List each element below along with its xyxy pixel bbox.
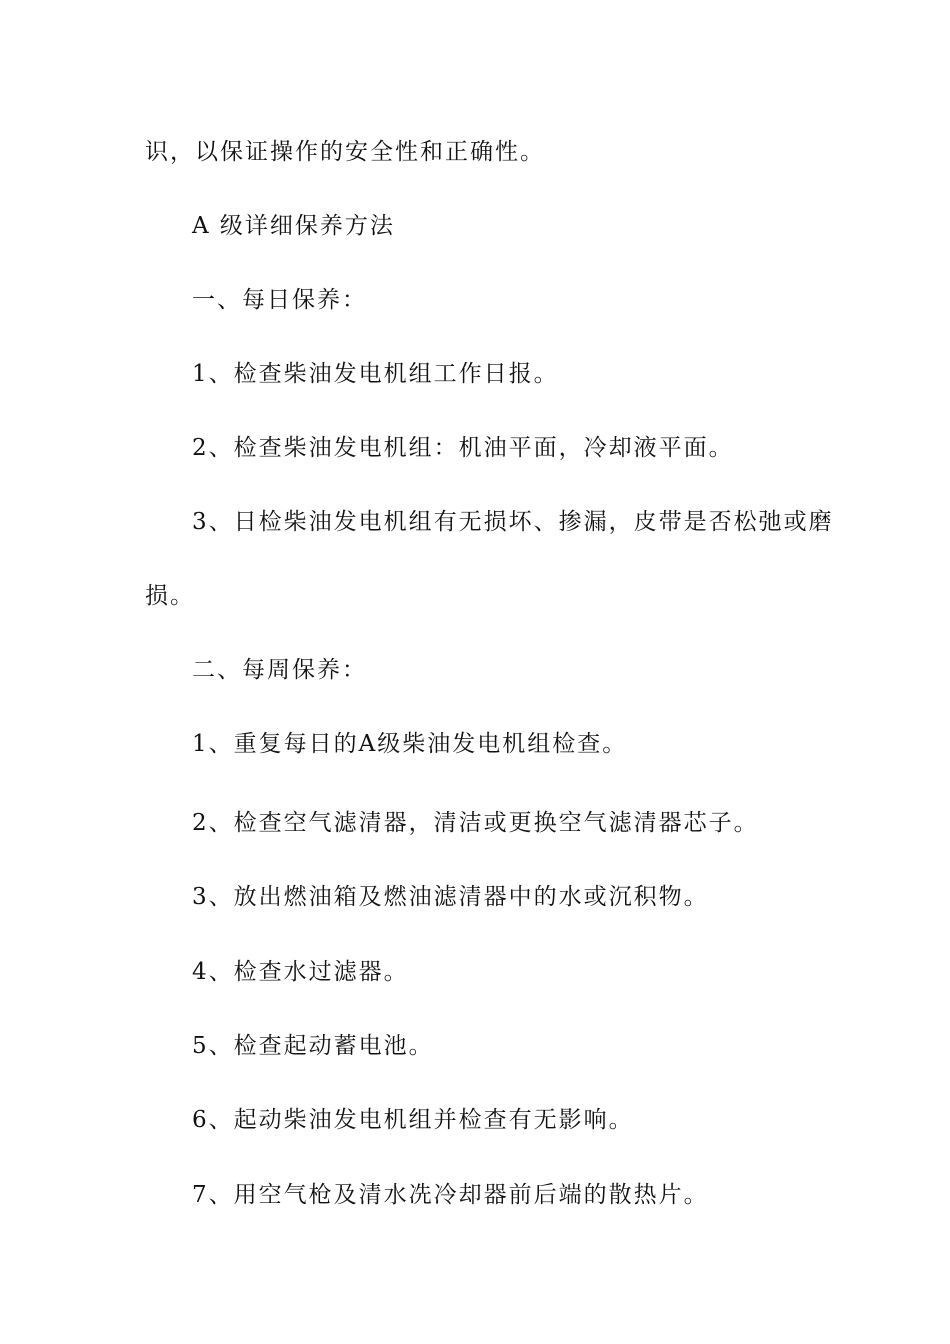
list-item: 3、日检柴油发电机组有无损坏、掺漏，皮带是否松弛或磨	[192, 509, 834, 535]
list-item-continuation: 损。	[145, 583, 195, 609]
subsection-heading-daily: 一、每日保养：	[192, 287, 367, 313]
list-item: 4、检查水过滤器。	[192, 959, 409, 985]
list-item: 5、检查起动蓄电池。	[192, 1033, 434, 1059]
list-item: 1、重复每日的A级柴油发电机组检查。	[192, 731, 628, 757]
list-item: 2、检查柴油发电机组：机油平面，冷却液平面。	[192, 435, 734, 461]
section-heading: A 级详细保养方法	[192, 213, 395, 239]
list-item: 6、起动柴油发电机组并检查有无影响。	[192, 1107, 634, 1133]
list-item: 2、检查空气滤清器，清洁或更换空气滤清器芯子。	[192, 810, 759, 836]
list-item: 3、放出燃油箱及燃油滤清器中的水或沉积物。	[192, 884, 709, 910]
list-item: 7、用空气枪及清水冼冷却器前后端的散热片。	[192, 1182, 709, 1208]
text-line-continuation: 识，以保证操作的安全性和正确性。	[145, 139, 545, 165]
subsection-heading-weekly: 二、每周保养：	[192, 657, 367, 683]
list-item: 1、检查柴油发电机组工作日报。	[192, 361, 559, 387]
